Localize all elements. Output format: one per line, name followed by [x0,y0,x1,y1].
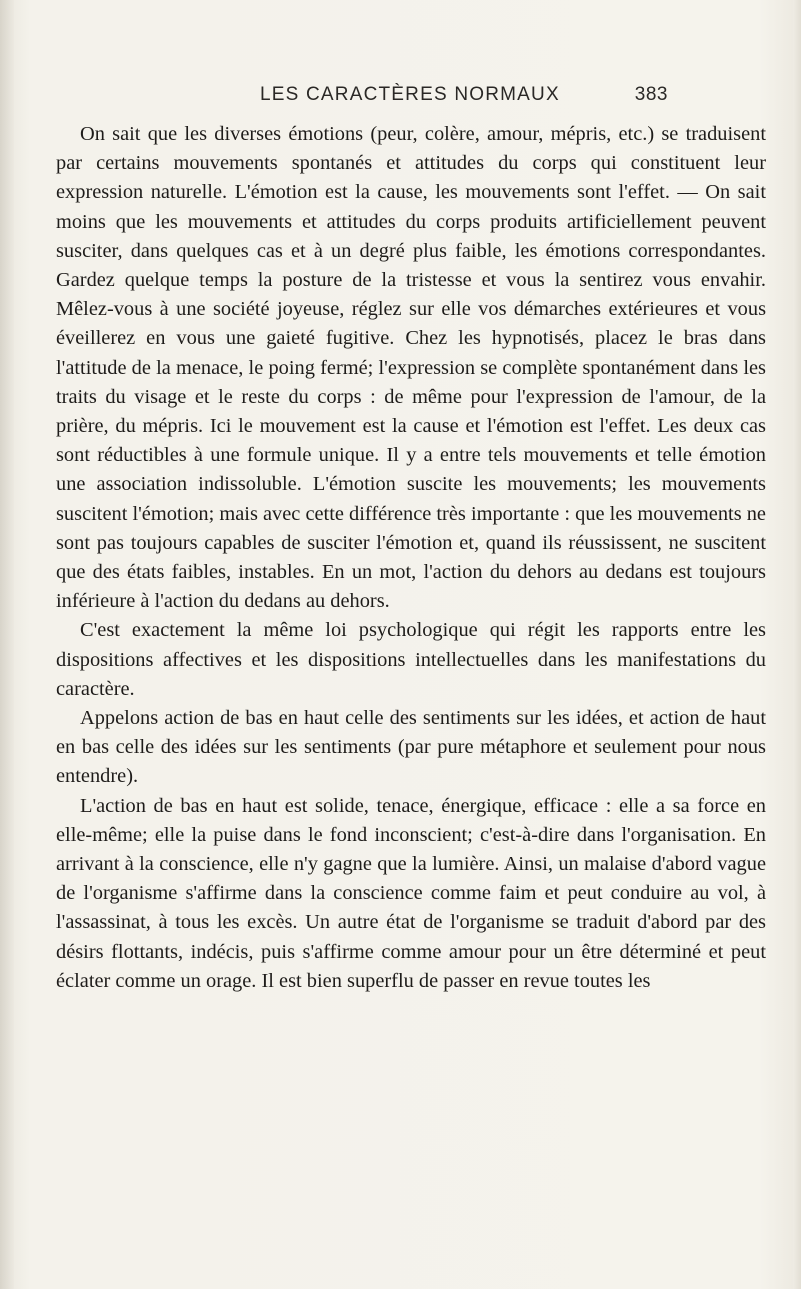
page-number: 383 [634,84,668,105]
paragraph-3: Appelons action de bas en haut celle des sentiments sur les idées, et action de haut en bas celle des idées sur les sentiments (par pure métaphore et seulement pour nous entendre). [56,707,766,788]
page-gutter-shadow [0,0,14,1289]
paragraph-2: C'est exactement la même loi psychologique qui régit les rapports entre les dispositions affectives et les dispositions intellectuelles dans les manifestations du caractère. [56,619,766,700]
body-text [56,120,766,996]
page-header [260,84,668,110]
page-edge-shadow [793,0,801,1289]
running-head: LES CARACTÈRES NORMAUX [260,84,560,105]
paragraph-1: On sait que les diverses émotions (peur, colère, amour, mépris, etc.) se traduisent par certains mouvements spontanés et attitudes du corps qui constituent leur expression naturelle. L'émotion est la cause, les mouvements sont l'effet. — On sait moins que les mouvements et attitudes du corps produits artificiellement peuvent susciter, dans quelques cas et à un degré plus faible, les émotions correspondantes. Gardez quelque temps la posture de la tristesse et vous la sentirez vous envahir. Mêlez-vous à une société joyeuse, réglez sur elle vos démarches extérieures et vous éveillerez en vous une gaieté fugitive. Chez les hypnotisés, placez le bras dans l'attitude de la menace, le poing fermé; l'expression se complète spontanément dans les traits du visage et le reste du corps : de même pour l'expression de l'amour, de la prière, du mépris. Ici le mouvement est la cause et l'émotion est l'effet. Les deux cas sont réductibles à une formule unique. Il y a entre tels mouvements et telle émotion une association indissoluble. L'émotion suscite les mouvements; les mouvements suscitent l'émotion; mais avec cette différence très importante : que les mouvements ne sont pas toujours capables de susciter l'émotion et, quand ils réussissent, ne suscitent que des états faibles, instables. En un mot, l'action du dehors au dedans est toujours inférieure à l'action du dedans au dehors. [56,123,766,613]
paragraph-4: L'action de bas en haut est solide, tenace, énergique, efficace : elle a sa force en elle-même; elle la puise dans le fond inconscient; c'est-à-dire dans l'organisation. En arrivant à la conscience, elle n'y gagne que la lumière. Ainsi, un malaise d'abord vague de l'organisme s'affirme dans la conscience comme faim et peut conduire au vol, à l'assassinat, à tous les excès. Un autre état de l'organisme se traduit d'abord par des désirs flottants, indécis, puis s'affirme comme amour pour un être déterminé et peut éclater comme un orage. Il est bien superflu de passer en revue toutes les [56,794,766,992]
